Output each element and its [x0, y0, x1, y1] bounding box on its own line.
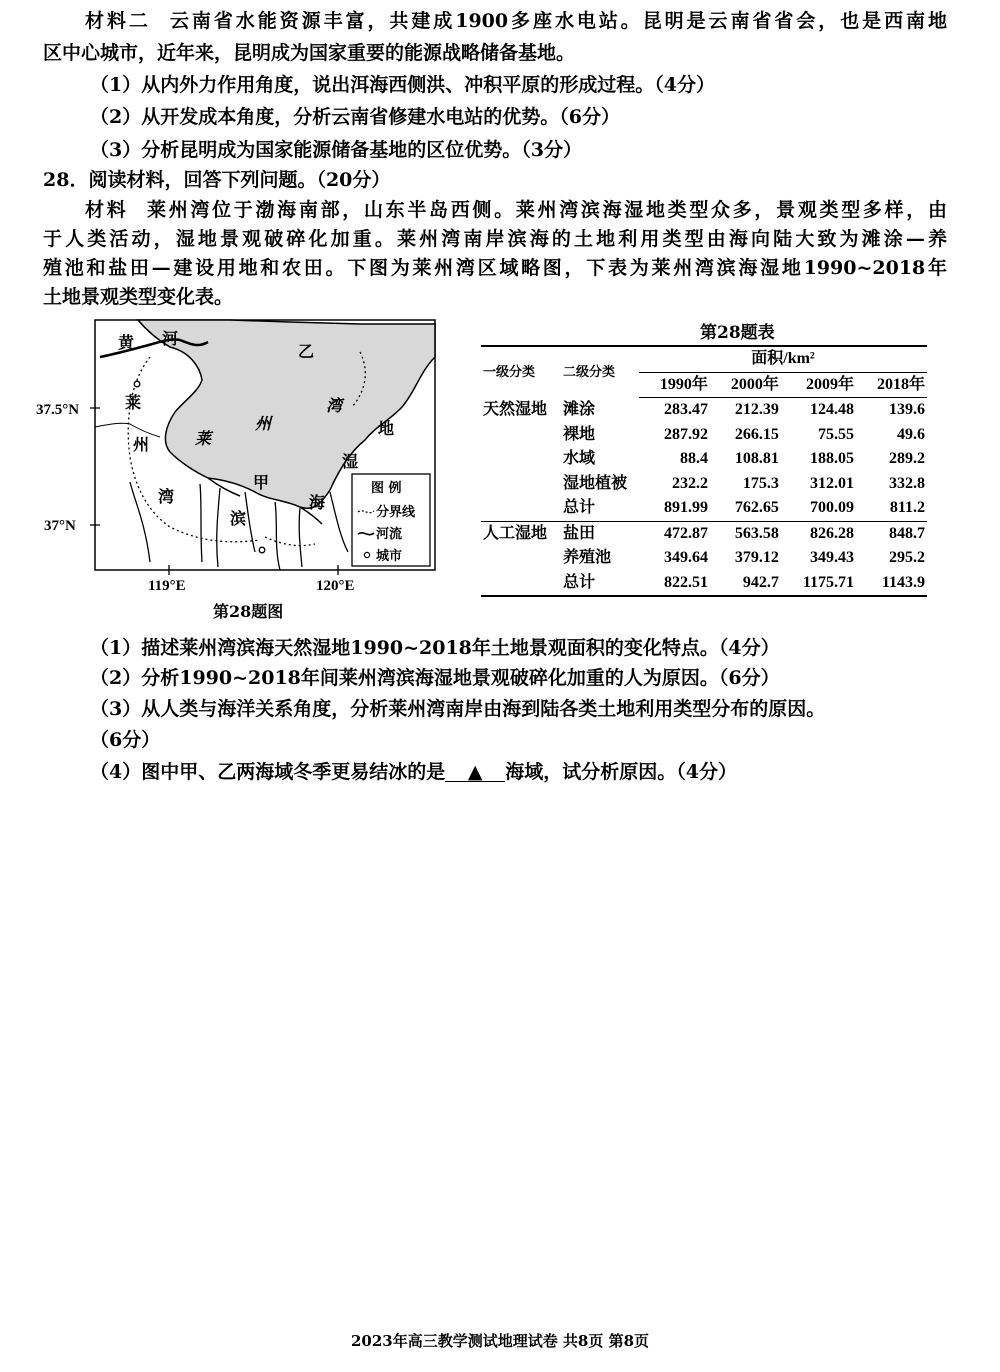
table-cell-value: 75.55	[818, 425, 855, 443]
map-label-jia: 甲	[253, 473, 270, 492]
land-landscape-table	[481, 345, 927, 597]
map-label-wan: 湾	[158, 487, 175, 506]
table-cell-value: 175.3	[742, 474, 779, 492]
table-cell-value: 848.7	[856, 521, 927, 546]
table-cell-value: 188.05	[810, 450, 855, 467]
table-cell-group	[481, 496, 561, 521]
material2-q3: （3）分析昆明成为国家能源储备基地的区位优势。（3分）	[90, 139, 582, 161]
table-header-level2: 二级分类	[561, 346, 639, 398]
table-cell-value: 266.15	[734, 425, 779, 443]
table-cell-value: 124.48	[810, 401, 855, 418]
table-cell-category: 总计	[563, 499, 596, 516]
answer-blank[interactable]	[445, 759, 505, 782]
table-row	[481, 571, 927, 597]
table-cell-category: 水域	[563, 450, 596, 467]
q28-line4: 土地景观类型变化表。	[43, 286, 234, 308]
material2-q2: （2）从开发成本角度，分析云南省修建水电站的优势。（6分）	[90, 106, 620, 128]
table-cell-category: 裸地	[563, 425, 596, 443]
legend-city-label: 城市	[376, 549, 403, 564]
table-cell-value: 49.6	[897, 425, 925, 443]
table-cell-group	[481, 472, 561, 497]
table-cell-category: 滩涂	[563, 400, 596, 418]
q28-sub3-line2: （6分）	[90, 729, 161, 751]
map-label-hai: 海	[309, 493, 326, 512]
legend-river-label: 河流	[376, 527, 403, 542]
material2-text1: 云南省水能资源丰富，共建成1900多座水电站。昆明是云南省省会，也是西南地	[169, 10, 947, 32]
table-row	[481, 398, 927, 423]
q28-sub2: （2）分析1990~2018年间莱州湾滨海湿地景观破碎化加重的人为原因。（6分）	[90, 667, 780, 689]
table-header-unit: 面积/km²	[639, 346, 927, 372]
table-header-year: 1990年	[639, 372, 710, 398]
table-cell-value: 312.01	[810, 474, 855, 492]
q28-heading: 28．阅读材料，回答下列问题。（20分）	[43, 169, 391, 191]
q28-text1: 莱州湾位于渤海南部，山东半岛西侧。莱州湾滨海湿地类型众多，景观类型多样，由	[147, 199, 947, 221]
lat-label-bottom: 37°N	[44, 518, 76, 534]
table-cell-value: 283.47	[663, 401, 708, 418]
table-cell-group	[481, 423, 561, 448]
table-cell-value: 349.64	[663, 549, 708, 566]
map-label-lai-bay: 莱	[195, 429, 212, 448]
lon-label-left: 119°E	[148, 578, 186, 594]
table-cell-value: 287.92	[663, 425, 708, 443]
table-cell-value: 472.87	[639, 521, 710, 546]
table-cell-value: 1175.71	[781, 571, 856, 597]
table-cell-value: 563.58	[710, 521, 781, 546]
table-cell-value: 212.39	[734, 401, 779, 418]
map-caption: 第28题图	[213, 602, 284, 621]
table-row	[481, 447, 927, 472]
q28-sub3-line1: （3）从人类与海洋关系角度，分析莱州湾南岸由海到陆各类土地利用类型分布的原因。	[90, 698, 826, 720]
table-cell-value: 1143.9	[856, 571, 927, 597]
table-cell-value: 332.8	[889, 474, 925, 492]
lat-label-top: 37.5°N	[36, 402, 80, 418]
table-cell-group	[481, 546, 561, 571]
table-row	[481, 496, 927, 521]
table-cell-value: 762.65	[734, 499, 779, 516]
table-cell-group	[481, 447, 561, 472]
table-row	[481, 546, 927, 571]
city-marker-south	[259, 547, 265, 553]
map-label-yi: 乙	[298, 342, 315, 361]
table-cell-value: 108.81	[734, 450, 779, 467]
q28-line1	[85, 197, 947, 223]
map-label-zhou-bay: 州	[255, 414, 272, 433]
table-cell-value: 826.28	[781, 521, 856, 546]
map-label-di: 地	[378, 419, 395, 438]
material2-label: 材料二	[85, 10, 151, 32]
q28-material-label: 材料	[85, 199, 129, 221]
map-label-wan-bay: 湾	[326, 396, 343, 415]
table-row	[481, 423, 927, 448]
table-cell-category: 湿地植被	[563, 474, 628, 492]
table-row	[481, 521, 927, 546]
city-marker-laizhou	[134, 381, 140, 387]
table-row	[481, 472, 927, 497]
map-label-huang: 黄	[118, 333, 135, 352]
table-cell-value: 289.2	[889, 450, 925, 467]
table-cell-value: 379.12	[734, 549, 779, 566]
lon-label-right: 120°E	[316, 578, 355, 594]
material2-line2: 区中心城市，近年来，昆明成为国家重要的能源战略储备基地。	[43, 42, 576, 64]
table-cell-value: 88.4	[679, 450, 708, 467]
table-cell-value: 349.43	[810, 549, 855, 566]
table-cell-group	[481, 571, 561, 597]
table-cell-group: 天然湿地	[483, 400, 548, 418]
triangle-icon: ▲	[467, 761, 483, 783]
material2-q1: （1）从内外力作用角度，说出洱海西侧洪、冲积平原的形成过程。（4分）	[90, 74, 715, 96]
legend-title: 图 例	[371, 481, 402, 496]
q28-sub4-text-end: 海域，试分析原因。（4分）	[505, 761, 737, 783]
q28-sub4	[90, 759, 737, 785]
table-cell-category: 养殖池	[563, 549, 612, 566]
q28-line2: 于人类活动，湿地景观破碎化加重。莱州湾南岸滨海的土地利用类型由海向陆大致为滩涂—养	[43, 228, 947, 250]
page-footer: 2023年高三教学测试地理试卷 共8页 第8页	[350, 1332, 650, 1350]
q28-line3: 殖池和盐田—建设用地和农田。下图为莱州湾区域略图，下表为莱州湾滨海湿地1990~2018年	[43, 257, 947, 279]
legend-boundary-label: 分界线	[376, 505, 416, 520]
table-cell-value: 891.99	[663, 499, 708, 516]
table-cell-value: 139.6	[889, 401, 925, 418]
table-cell-value: 232.2	[671, 474, 708, 492]
material2-line1	[85, 8, 947, 34]
table-cell-value: 811.2	[889, 499, 925, 516]
table-cell-value: 700.09	[810, 499, 855, 516]
map-label-lai-city: 莱	[125, 393, 142, 412]
table-header-level1: 一级分类	[481, 346, 561, 398]
legend-city-icon	[364, 552, 369, 557]
table-cell-category: 盐田	[561, 521, 639, 546]
map-label-zhou-city: 州	[133, 435, 150, 454]
table-cell-value: 942.7	[710, 571, 781, 597]
map-label-bin: 滨	[230, 509, 247, 528]
table-header-year: 2018年	[856, 372, 927, 398]
table-title: 第28题表	[700, 323, 775, 343]
q28-sub1: （1）描述莱州湾滨海天然湿地1990~2018年土地景观面积的变化特点。（4分）	[90, 637, 780, 659]
laizhou-bay-map	[30, 312, 450, 602]
map-label-he: 河	[162, 329, 179, 348]
table-cell-value: 822.51	[639, 571, 710, 597]
map-label-shi: 湿	[342, 452, 359, 471]
table-cell-value: 295.2	[889, 549, 925, 566]
table-cell-group: 人工湿地	[481, 521, 561, 546]
table-body	[481, 398, 927, 597]
q28-sub4-text: （4）图中甲、乙两海域冬季更易结冰的是	[90, 761, 446, 783]
table-header-year: 2000年	[710, 372, 781, 398]
table-header-year: 2009年	[781, 372, 856, 398]
table-cell-category: 总计	[561, 571, 639, 597]
